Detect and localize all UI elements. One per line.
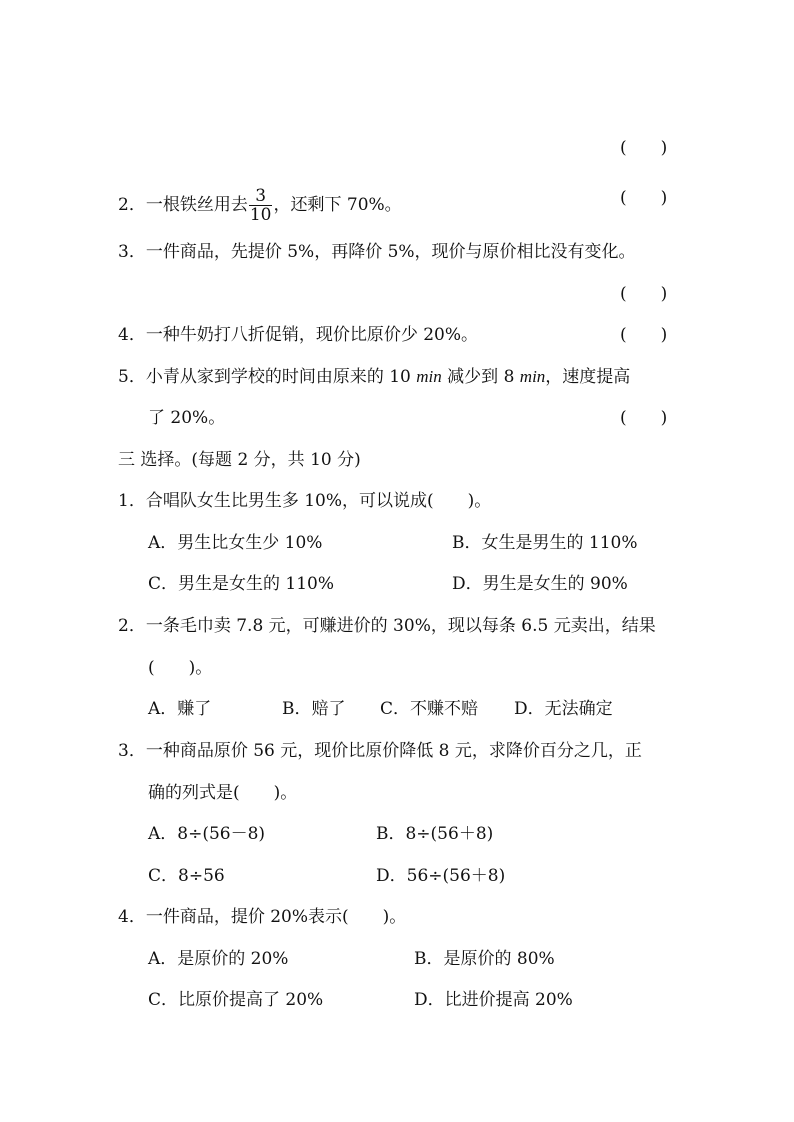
q1-option-a: A．男生比女生少 10% (148, 533, 323, 553)
judge-question-5 (118, 366, 630, 388)
q1-option-c: C．男生是女生的 110% (148, 574, 335, 594)
fraction-denominator: 10 (249, 205, 272, 225)
q1-option-d: D．男生是女生的 90% (452, 574, 628, 594)
choice-question-2: 2．一条毛巾卖 7.8 元，可赚进价的 30%，现以每条 6.5 元卖出，结果 (118, 616, 656, 636)
q2-option-c: C．不赚不赔 (380, 699, 479, 719)
q5-text-a: 5．小青从家到学校的时间由原来的 10 (118, 367, 417, 387)
fraction-3-10 (249, 187, 273, 224)
q2-text-pre: 2．一根铁丝用去 (118, 195, 248, 215)
choice-question-3: 3．一种商品原价 56 元，现价比原价降低 8 元，求降价百分之几，正 (118, 741, 642, 761)
q2-option-b: B．赔了 (282, 699, 346, 719)
q3-option-a: A．8÷(56－8) (148, 824, 266, 844)
answer-paren-q3: ( ) (620, 284, 668, 304)
q2-text-post: ，还剩下 70%。 (273, 195, 402, 215)
judge-question-4: 4．一种牛奶打八折促销，现价比原价少 20%。 (118, 325, 479, 345)
choice-question-3-line2: 确的列式是( )。 (148, 783, 298, 803)
q5-text-c: ，速度提高 (545, 367, 631, 387)
judge-question-5-line2: 了 20%。 (148, 408, 226, 428)
judge-question-3: 3．一件商品，先提价 5%，再降价 5%，现价与原价相比没有变化。 (118, 242, 636, 262)
q3-option-c: C．8÷56 (148, 866, 225, 886)
q4-option-b: B．是原价的 80% (414, 949, 555, 969)
fraction-numerator: 3 (249, 187, 273, 206)
q1-option-b: B．女生是男生的 110% (452, 533, 638, 553)
q2-option-a: A．赚了 (148, 699, 212, 719)
q4-option-d: D．比进价提高 20% (414, 990, 573, 1010)
unit-min-1: min (416, 367, 442, 386)
q4-option-a: A．是原价的 20% (148, 949, 289, 969)
choice-question-4: 4．一件商品，提价 20%表示( )。 (118, 907, 407, 927)
q4-option-c: C．比原价提高了 20% (148, 990, 324, 1010)
q3-option-d: D．56÷(56＋8) (376, 866, 506, 886)
answer-paren-q4: ( ) (620, 325, 668, 345)
unit-min-2: min (519, 367, 546, 386)
choice-question-2-line2: ( )。 (148, 658, 213, 678)
choice-question-1: 1．合唱队女生比男生多 10%，可以说成( )。 (118, 491, 492, 511)
judge-question-2 (118, 187, 402, 224)
section-3-title: 三 选择。(每题 2 分，共 10 分) (118, 450, 361, 470)
answer-paren-q1: ( ) (620, 138, 668, 158)
answer-paren-q5: ( ) (620, 408, 668, 428)
q2-option-d: D．无法确定 (514, 699, 613, 719)
answer-paren-q2: ( ) (620, 188, 668, 208)
q3-option-b: B．8÷(56＋8) (376, 824, 494, 844)
q5-text-b: 减少到 8 (441, 367, 520, 387)
